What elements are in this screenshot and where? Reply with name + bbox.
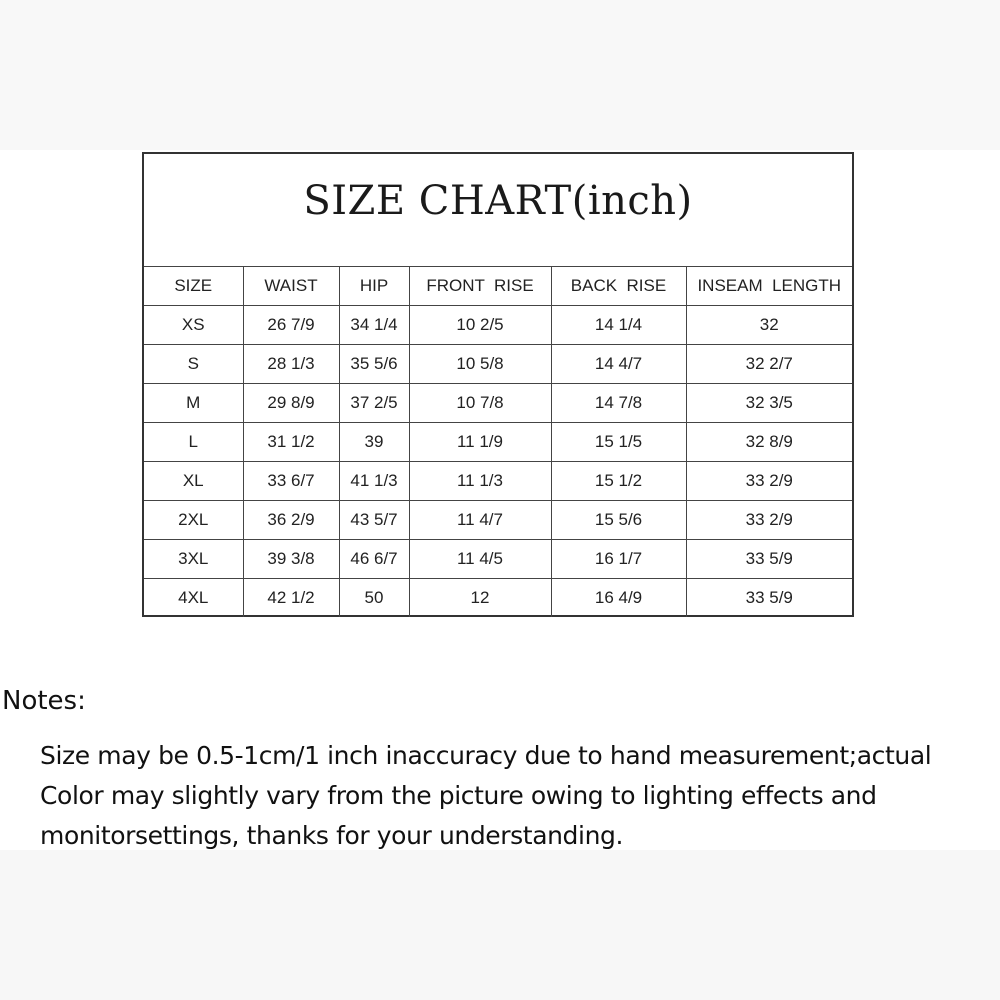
table-cell: 39 <box>339 423 409 462</box>
table-cell: M <box>144 384 243 423</box>
table-cell: 15 5/6 <box>551 501 686 540</box>
header-cell-back-rise: BACK RISE <box>551 267 686 306</box>
table-cell: 11 4/5 <box>409 540 551 579</box>
table-cell: 42 1/2 <box>243 579 339 618</box>
table-row <box>144 462 852 501</box>
table-row <box>144 540 852 579</box>
size-table <box>144 266 852 617</box>
table-cell: 33 6/7 <box>243 462 339 501</box>
notes-line: Color may slightly vary from the picture owing to lighting effects and <box>40 781 877 810</box>
table-cell: 10 2/5 <box>409 306 551 345</box>
table-cell: 12 <box>409 579 551 618</box>
top-background-band <box>0 0 1000 150</box>
table-cell: 31 1/2 <box>243 423 339 462</box>
table-cell: 32 2/7 <box>686 345 852 384</box>
table-cell: 39 3/8 <box>243 540 339 579</box>
table-cell: XL <box>144 462 243 501</box>
table-cell: 10 5/8 <box>409 345 551 384</box>
bottom-background-band <box>0 850 1000 1000</box>
table-cell: 14 1/4 <box>551 306 686 345</box>
table-row <box>144 501 852 540</box>
table-cell: 34 1/4 <box>339 306 409 345</box>
table-cell: 33 5/9 <box>686 540 852 579</box>
header-cell-hip: HIP <box>339 267 409 306</box>
table-cell: 28 1/3 <box>243 345 339 384</box>
table-row <box>144 423 852 462</box>
notes-line: monitorsettings, thanks for your understanding. <box>40 821 624 850</box>
table-cell: 10 7/8 <box>409 384 551 423</box>
table-cell: 46 6/7 <box>339 540 409 579</box>
table-cell: 32 8/9 <box>686 423 852 462</box>
table-row <box>144 345 852 384</box>
table-cell: 2XL <box>144 501 243 540</box>
header-cell-inseam-length: INSEAM LENGTH <box>686 267 852 306</box>
table-cell: 15 1/2 <box>551 462 686 501</box>
table-cell: 43 5/7 <box>339 501 409 540</box>
notes-line: Size may be 0.5-1cm/1 inch inaccuracy due to hand measurement;actual <box>40 741 932 770</box>
table-cell: L <box>144 423 243 462</box>
table-row <box>144 306 852 345</box>
table-cell: S <box>144 345 243 384</box>
table-cell: 33 2/9 <box>686 501 852 540</box>
table-cell: 4XL <box>144 579 243 618</box>
table-cell: 32 <box>686 306 852 345</box>
table-cell: 37 2/5 <box>339 384 409 423</box>
table-cell: 35 5/6 <box>339 345 409 384</box>
table-cell: 29 8/9 <box>243 384 339 423</box>
table-cell: 36 2/9 <box>243 501 339 540</box>
header-cell-front-rise: FRONT RISE <box>409 267 551 306</box>
table-cell: 14 4/7 <box>551 345 686 384</box>
table-cell: 33 5/9 <box>745 588 793 607</box>
table-cell: 15 1/5 <box>551 423 686 462</box>
table-cell: 50 <box>339 579 409 618</box>
table-cell: 14 7/8 <box>551 384 686 423</box>
chart-title: SIZE CHART(inch) <box>303 178 693 224</box>
table-row <box>144 579 852 618</box>
table-cell: 41 1/3 <box>339 462 409 501</box>
table-cell: 11 1/9 <box>409 423 551 462</box>
table-cell: 16 4/9 <box>551 579 686 618</box>
header-cell-waist: WAIST <box>243 267 339 306</box>
table-cell: 16 1/7 <box>551 540 686 579</box>
table-row <box>144 384 852 423</box>
table-cell: 32 3/5 <box>686 384 852 423</box>
header-cell-size: SIZE <box>144 267 243 306</box>
table-cell: XS <box>144 306 243 345</box>
table-cell: 11 4/7 <box>409 501 551 540</box>
table-cell: 26 7/9 <box>243 306 339 345</box>
size-chart-panel <box>142 152 854 617</box>
table-header-row <box>144 267 852 306</box>
table-cell: 33 2/9 <box>686 462 852 501</box>
notes-body <box>40 736 1000 856</box>
table-cell: 3XL <box>144 540 243 579</box>
notes-heading: Notes: <box>2 686 86 716</box>
table-cell: 11 1/3 <box>409 462 551 501</box>
